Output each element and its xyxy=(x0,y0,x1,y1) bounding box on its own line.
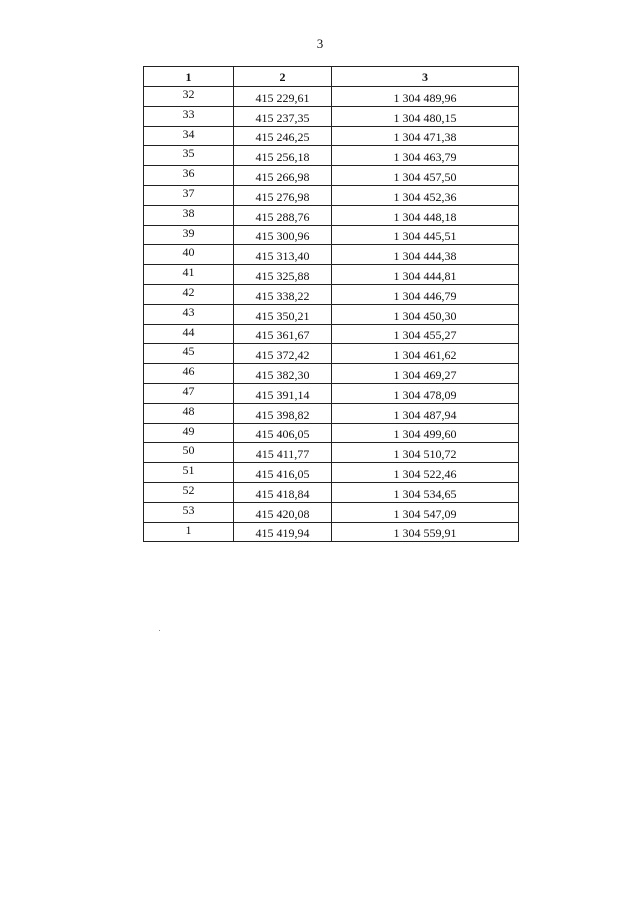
x-coordinate-cell: 415 256,18 xyxy=(234,146,332,166)
x-coordinate-cell: 415 411,77 xyxy=(234,443,332,463)
scan-speck xyxy=(159,630,160,631)
point-number-cell: 53 xyxy=(144,502,234,522)
table-row xyxy=(144,146,519,166)
point-number-cell: 34 xyxy=(144,126,234,146)
y-coordinate-cell: 1 304 489,96 xyxy=(332,87,519,107)
y-coordinate-cell: 1 304 547,09 xyxy=(332,502,519,522)
table-row xyxy=(144,463,519,483)
y-coordinate-cell: 1 304 444,81 xyxy=(332,265,519,285)
table-body xyxy=(144,87,519,542)
table-row xyxy=(144,304,519,324)
table-row xyxy=(144,502,519,522)
y-coordinate-cell: 1 304 510,72 xyxy=(332,443,519,463)
point-number-cell: 47 xyxy=(144,383,234,403)
point-number-cell: 44 xyxy=(144,324,234,344)
column-header-y: 3 xyxy=(332,67,519,87)
x-coordinate-cell: 415 276,98 xyxy=(234,185,332,205)
point-number-cell: 49 xyxy=(144,423,234,443)
y-coordinate-cell: 1 304 461,62 xyxy=(332,344,519,364)
point-number-cell: 48 xyxy=(144,403,234,423)
table-row xyxy=(144,443,519,463)
y-coordinate-cell: 1 304 445,51 xyxy=(332,225,519,245)
x-coordinate-cell: 415 229,61 xyxy=(234,87,332,107)
y-coordinate-cell: 1 304 559,91 xyxy=(332,522,519,542)
x-coordinate-cell: 415 300,96 xyxy=(234,225,332,245)
y-coordinate-cell: 1 304 450,30 xyxy=(332,304,519,324)
table-row xyxy=(144,106,519,126)
point-number-cell: 41 xyxy=(144,265,234,285)
point-number-cell: 45 xyxy=(144,344,234,364)
x-coordinate-cell: 415 398,82 xyxy=(234,403,332,423)
x-coordinate-cell: 415 237,35 xyxy=(234,106,332,126)
table-row xyxy=(144,126,519,146)
y-coordinate-cell: 1 304 499,60 xyxy=(332,423,519,443)
point-number-cell: 38 xyxy=(144,205,234,225)
y-coordinate-cell: 1 304 463,79 xyxy=(332,146,519,166)
table-row xyxy=(144,403,519,423)
x-coordinate-cell: 415 288,76 xyxy=(234,205,332,225)
x-coordinate-cell: 415 420,08 xyxy=(234,502,332,522)
y-coordinate-cell: 1 304 469,27 xyxy=(332,364,519,384)
table-row xyxy=(144,344,519,364)
x-coordinate-cell: 415 416,05 xyxy=(234,463,332,483)
y-coordinate-cell: 1 304 471,38 xyxy=(332,126,519,146)
point-number-cell: 32 xyxy=(144,87,234,107)
table-row xyxy=(144,245,519,265)
table-row xyxy=(144,87,519,107)
table-row xyxy=(144,364,519,384)
x-coordinate-cell: 415 266,98 xyxy=(234,166,332,186)
column-header-x: 2 xyxy=(234,67,332,87)
table-row xyxy=(144,522,519,542)
x-coordinate-cell: 415 419,94 xyxy=(234,522,332,542)
point-number-cell: 1 xyxy=(144,522,234,542)
x-coordinate-cell: 415 361,67 xyxy=(234,324,332,344)
point-number-cell: 37 xyxy=(144,185,234,205)
point-number-cell: 50 xyxy=(144,443,234,463)
x-coordinate-cell: 415 338,22 xyxy=(234,284,332,304)
table-row xyxy=(144,482,519,502)
x-coordinate-cell: 415 246,25 xyxy=(234,126,332,146)
x-coordinate-cell: 415 313,40 xyxy=(234,245,332,265)
point-number-cell: 36 xyxy=(144,166,234,186)
y-coordinate-cell: 1 304 522,46 xyxy=(332,463,519,483)
x-coordinate-cell: 415 418,84 xyxy=(234,482,332,502)
y-coordinate-cell: 1 304 478,09 xyxy=(332,383,519,403)
point-number-cell: 51 xyxy=(144,463,234,483)
table-row xyxy=(144,225,519,245)
y-coordinate-cell: 1 304 444,38 xyxy=(332,245,519,265)
x-coordinate-cell: 415 382,30 xyxy=(234,364,332,384)
x-coordinate-cell: 415 406,05 xyxy=(234,423,332,443)
y-coordinate-cell: 1 304 448,18 xyxy=(332,205,519,225)
x-coordinate-cell: 415 372,42 xyxy=(234,344,332,364)
x-coordinate-cell: 415 391,14 xyxy=(234,383,332,403)
point-number-cell: 40 xyxy=(144,245,234,265)
y-coordinate-cell: 1 304 455,27 xyxy=(332,324,519,344)
table-row xyxy=(144,166,519,186)
y-coordinate-cell: 1 304 480,15 xyxy=(332,106,519,126)
point-number-cell: 43 xyxy=(144,304,234,324)
page-number: 3 xyxy=(316,36,324,51)
coordinates-table xyxy=(143,66,519,542)
point-number-cell: 39 xyxy=(144,225,234,245)
y-coordinate-cell: 1 304 452,36 xyxy=(332,185,519,205)
column-header-point: 1 xyxy=(144,67,234,87)
table-row xyxy=(144,324,519,344)
table-row xyxy=(144,205,519,225)
x-coordinate-cell: 415 325,88 xyxy=(234,265,332,285)
point-number-cell: 35 xyxy=(144,146,234,166)
table-header-row xyxy=(144,67,519,87)
y-coordinate-cell: 1 304 487,94 xyxy=(332,403,519,423)
y-coordinate-cell: 1 304 446,79 xyxy=(332,284,519,304)
table-row xyxy=(144,284,519,304)
table-row xyxy=(144,265,519,285)
y-coordinate-cell: 1 304 534,65 xyxy=(332,482,519,502)
table-row xyxy=(144,185,519,205)
table-row xyxy=(144,423,519,443)
table-row xyxy=(144,383,519,403)
point-number-cell: 42 xyxy=(144,284,234,304)
point-number-cell: 52 xyxy=(144,482,234,502)
point-number-cell: 33 xyxy=(144,106,234,126)
y-coordinate-cell: 1 304 457,50 xyxy=(332,166,519,186)
x-coordinate-cell: 415 350,21 xyxy=(234,304,332,324)
point-number-cell: 46 xyxy=(144,364,234,384)
